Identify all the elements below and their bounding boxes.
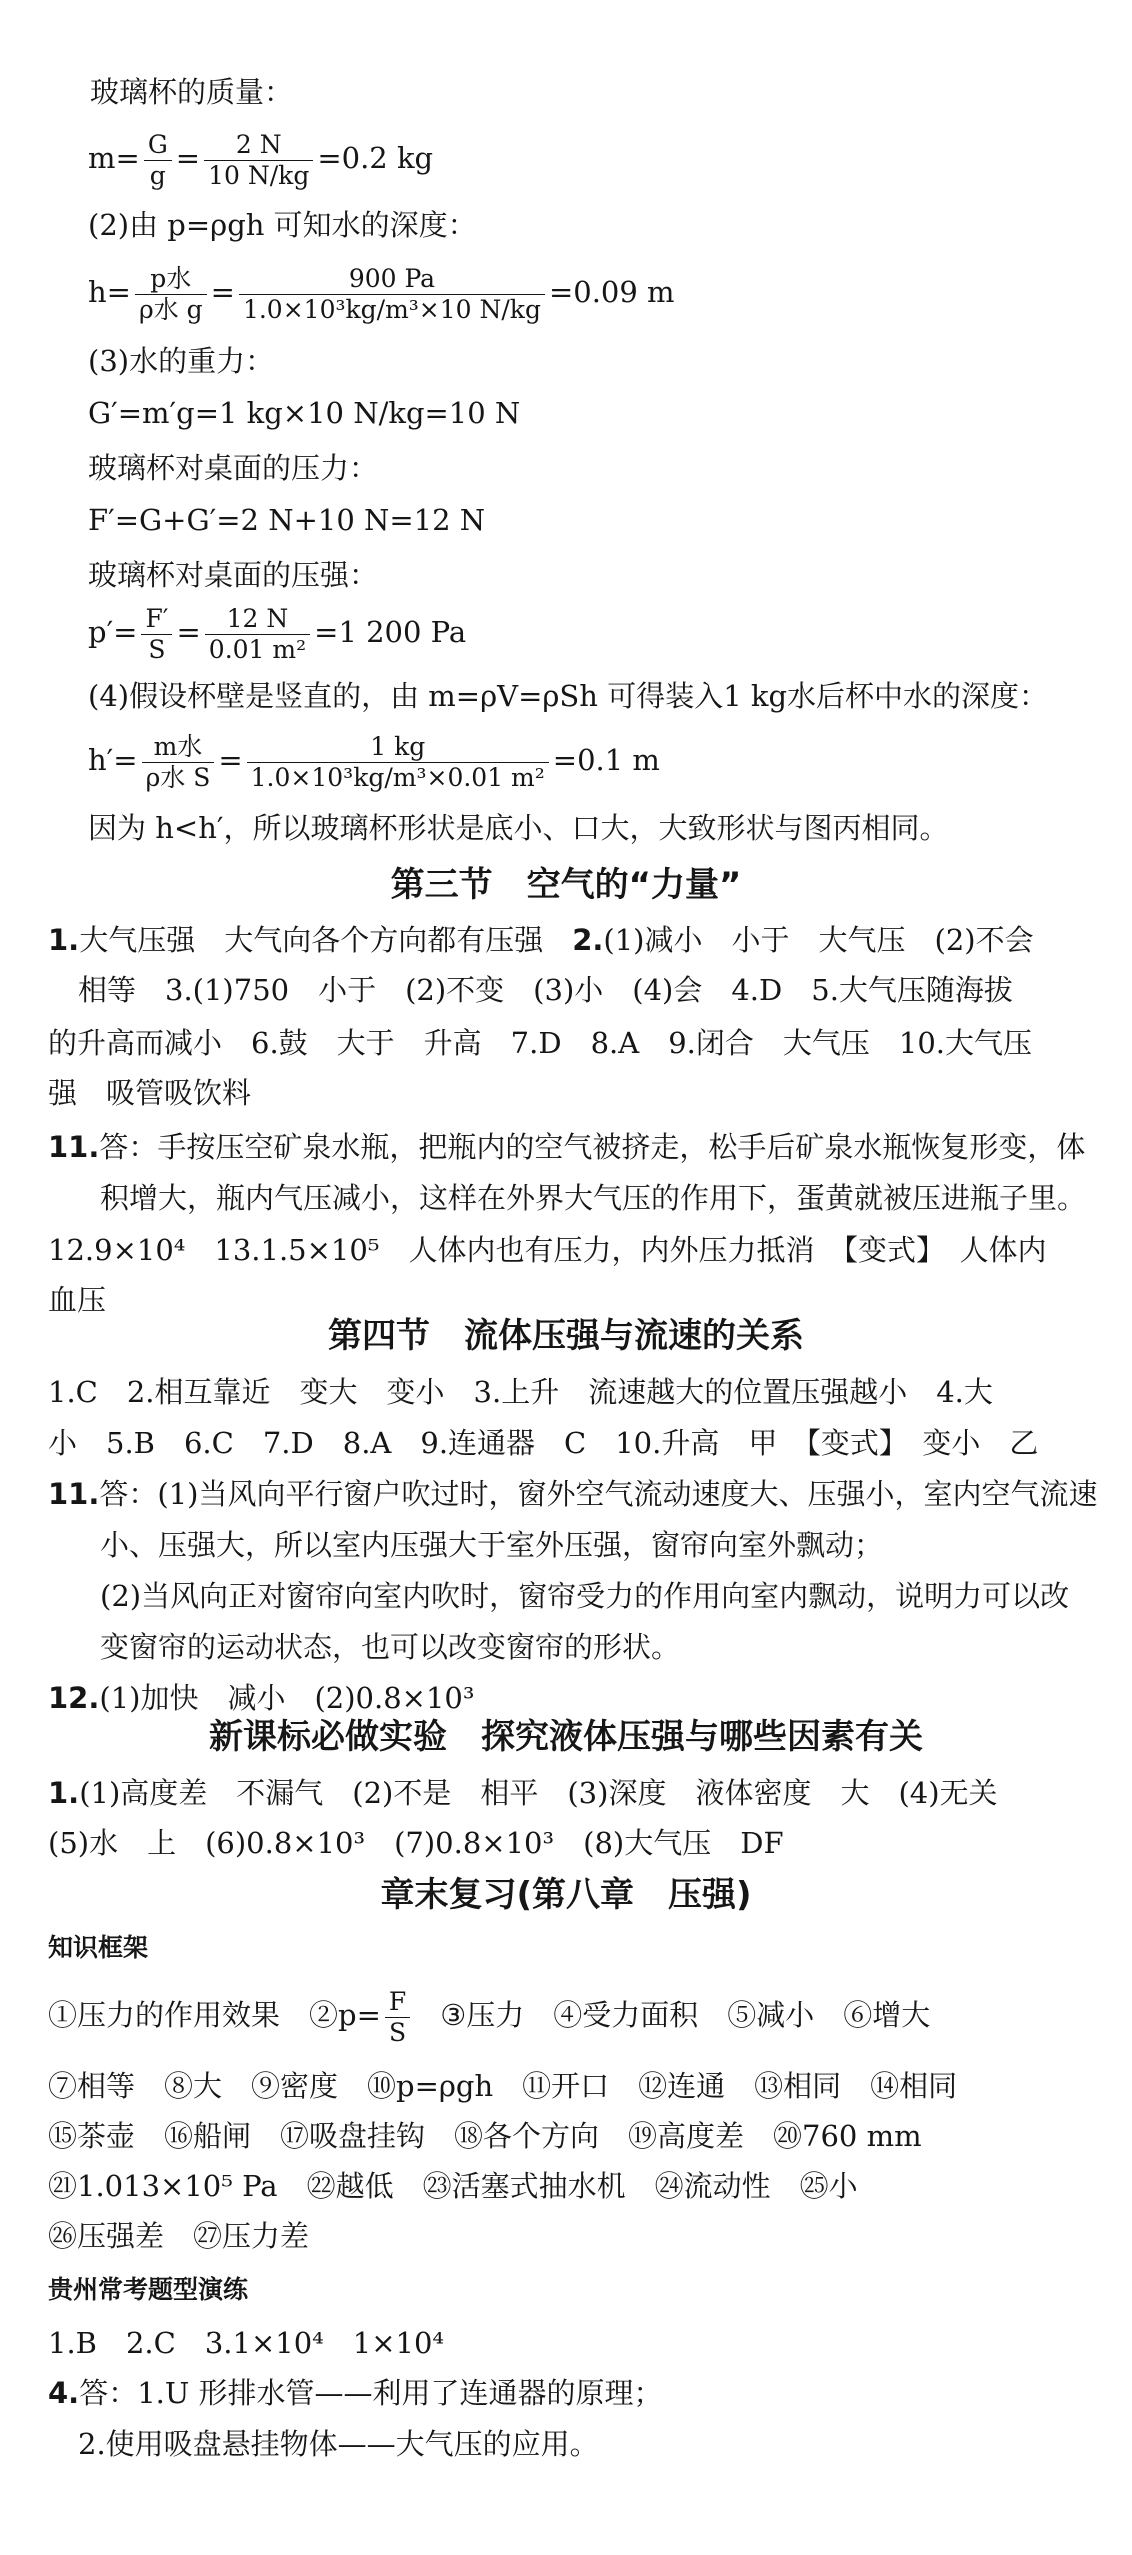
fraction-numerator: 2 N [204, 130, 313, 161]
answer-line: 2.使用吸盘悬挂物体——大气压的应用。 [78, 2427, 599, 2461]
answer-line: 积增大，瓶内气压减小，这样在外界大气压的作用下，蛋黄就被压进瓶子里。 [100, 1181, 1087, 1215]
answer-line: 1.C 2.相互靠近 变大 变小 3.上升 流速越大的位置压强越小 4.大 [48, 1375, 993, 1409]
fraction-denominator: S [148, 634, 166, 664]
answer-line [48, 2373, 663, 2413]
answer-text: 答：1.U 形排水管——利用了连通器的原理； [79, 2376, 663, 2410]
equation-depth-vertical [88, 730, 660, 790]
fraction-denominator: g [149, 160, 166, 190]
answer-line [48, 1127, 1085, 1167]
fraction [144, 130, 172, 191]
fraction-numerator: 12 N [205, 604, 310, 635]
fraction-numerator: m水 [142, 732, 215, 763]
eq-part: = [210, 275, 235, 309]
text-line: (3)水的重力： [88, 344, 275, 378]
text-line: 玻璃杯对桌面的压力： [88, 451, 379, 485]
answer-text: (1)高度差 不漏气 (2)不是 相平 (3)深度 液体密度 大 (4)无关 [79, 1776, 998, 1810]
fraction [142, 732, 215, 793]
knowledge-framework-line [48, 1985, 930, 2045]
answer-line: 的升高而减小 6.鼓 大于 升高 7.D 8.A 9.闭合 大气压 10.大气压 [48, 1026, 1032, 1060]
eq-part: h′= [88, 743, 138, 777]
kf-text: ①压力的作用效果 ②p= [48, 1998, 381, 2032]
fraction-denominator: ρ水 g [138, 294, 203, 324]
answer-line: 强 吸管吸饮料 [48, 1076, 252, 1110]
answer-text: 大气压强 大气向各个方向都有压强 [79, 923, 573, 957]
fraction-denominator: 10 N/kg [208, 160, 310, 190]
fraction [135, 264, 207, 325]
equation-glass-mass [88, 128, 433, 188]
section-title: 章末复习(第八章 压强) [380, 1875, 752, 1915]
answer-line: 12.9×10⁴ 13.1.5×10⁵ 人体内也有压力，内外压力抵消 【变式】 人体内 [48, 1233, 1047, 1267]
question-number: 2. [572, 923, 604, 957]
fraction-denominator: S [388, 2017, 407, 2047]
answer-text: (1)减小 小于 大气压 (2)不会 [603, 923, 1034, 957]
subsection-label: 知识框架 [48, 1933, 149, 1962]
question-number: 11. [48, 1477, 100, 1511]
section-title: 第四节 流体压强与流速的关系 [328, 1316, 804, 1356]
fraction-numerator: 1 kg [247, 732, 549, 763]
eq-part: =0.2 kg [317, 141, 434, 175]
answer-line [48, 920, 1034, 960]
fraction-denominator: ρ水 S [145, 762, 211, 792]
eq-part: =1 200 Pa [314, 615, 467, 649]
answer-line [48, 1474, 1097, 1514]
fraction [204, 130, 313, 191]
kf-text: ③压力 ④受力面积 ⑤减小 ⑥增大 [440, 1998, 931, 2032]
equation-line: G′=m′g=1 kg×10 N/kg=10 N [88, 396, 521, 430]
eq-part: m= [88, 141, 140, 175]
answer-line: 小、压强大，所以室内压强大于室外压强，窗帘向室外飘动； [100, 1528, 884, 1562]
eq-part: p′= [88, 615, 138, 649]
eq-part: =0.1 m [552, 743, 660, 777]
text-line: 玻璃杯对桌面的压强： [88, 558, 379, 592]
section-title: 第三节 空气的“力量” [390, 865, 742, 905]
fraction-numerator: F [385, 1987, 410, 2018]
answer-line: 相等 3.(1)750 小于 (2)不变 (3)小 (4)会 4.D 5.大气压随海拔 [78, 973, 1013, 1007]
knowledge-framework-line: ㉖压强差 ㉗压力差 [48, 2219, 310, 2253]
fraction [385, 1987, 410, 2048]
answer-line: (2)当风向正对窗帘向室内吹时，窗帘受力的作用向室内飘动，说明力可以改 [100, 1579, 1070, 1613]
section-title: 新课标必做实验 探究液体压强与哪些因素有关 [209, 1717, 923, 1757]
fraction-denominator: 1.0×10³kg/m³×10 N/kg [242, 294, 541, 324]
eq-part: = [176, 615, 201, 649]
eq-part: =0.09 m [548, 275, 675, 309]
knowledge-framework-line: ⑮茶壶 ⑯船闸 ⑰吸盘挂钩 ⑱各个方向 ⑲高度差 ⑳760 mm [48, 2119, 922, 2153]
fraction-numerator: 900 Pa [239, 264, 545, 295]
fraction-denominator: 0.01 m² [208, 634, 307, 664]
question-number: 11. [48, 1130, 100, 1164]
question-number: 12. [48, 1681, 100, 1715]
text-line: 因为 h<h′，所以玻璃杯形状是底小、口大，大致形状与图丙相同。 [88, 811, 949, 845]
answer-line [48, 1678, 474, 1718]
fraction-numerator: p水 [135, 264, 207, 295]
question-number: 4. [48, 2376, 80, 2410]
fraction [247, 732, 549, 793]
text-line: 玻璃杯的质量： [90, 75, 294, 109]
eq-part: = [218, 743, 243, 777]
equation-line: F′=G+G′=2 N+10 N=12 N [88, 503, 486, 537]
fraction [205, 604, 310, 665]
subsection-label: 贵州常考题型演练 [48, 2275, 249, 2304]
fraction [141, 604, 172, 665]
equation-pressure [88, 602, 466, 662]
fraction-denominator: 1.0×10³kg/m³×0.01 m² [250, 762, 545, 792]
question-number: 1. [48, 923, 80, 957]
text-line: (4)假设杯壁是竖直的，由 m=ρV=ρSh 可得装入1 kg水后杯中水的深度： [88, 679, 1049, 713]
fraction [239, 264, 545, 325]
answer-line: (5)水 上 (6)0.8×10³ (7)0.8×10³ (8)大气压 DF [48, 1826, 784, 1860]
fraction-numerator: F′ [141, 604, 172, 635]
answer-line [48, 1773, 998, 1813]
eq-part: = [175, 141, 201, 175]
answer-text: 答：(1)当风向平行窗户吹过时，窗外空气流动速度大、压强小，室内空气流速 [99, 1477, 1098, 1511]
answer-line: 1.B 2.C 3.1×10⁴ 1×10⁴ [48, 2326, 445, 2360]
fraction-numerator: G [144, 130, 172, 161]
question-number: 1. [48, 1776, 80, 1810]
answer-text: (1)加快 减小 (2)0.8×10³ [99, 1681, 475, 1715]
answer-line: 小 5.B 6.C 7.D 8.A 9.连通器 C 10.升高 甲 【变式】 变小 乙 [48, 1426, 1039, 1460]
text-line: (2)由 p=ρgh 可知水的深度： [88, 208, 477, 242]
equation-water-depth [88, 262, 675, 322]
eq-part: h= [88, 275, 131, 309]
answer-text: 答：手按压空矿泉水瓶，把瓶内的空气被挤走，松手后矿泉水瓶恢复形变，体 [99, 1130, 1086, 1164]
knowledge-framework-line: ㉑1.013×10⁵ Pa ㉒越低 ㉓活塞式抽水机 ㉔流动性 ㉕小 [48, 2169, 858, 2203]
answer-line: 变窗帘的运动状态，也可以改变窗帘的形状。 [100, 1630, 681, 1664]
answer-line: 血压 [48, 1283, 107, 1317]
knowledge-framework-line: ⑦相等 ⑧大 ⑨密度 ⑩p=ρgh ⑪开口 ⑫连通 ⑬相同 ⑭相同 [48, 2069, 958, 2103]
